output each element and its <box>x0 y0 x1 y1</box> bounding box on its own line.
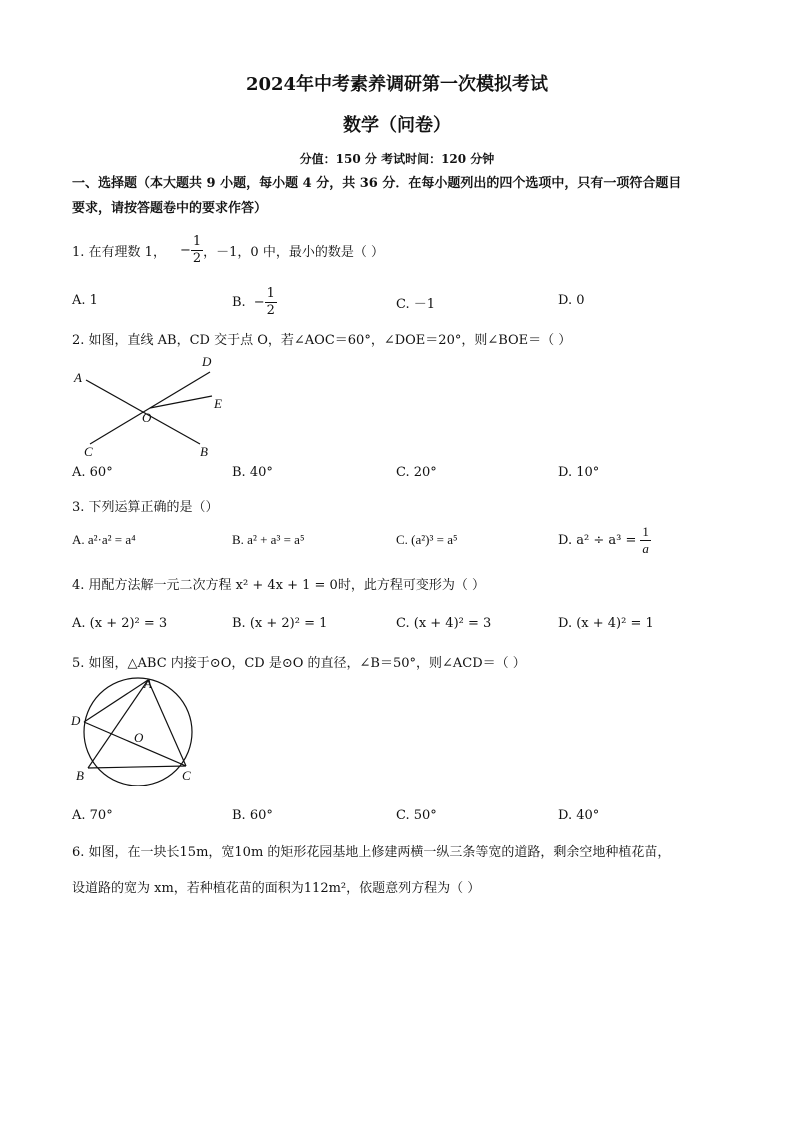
q1-option-b-label: B. <box>232 294 246 310</box>
q1-option-d[interactable]: D. 0 <box>558 293 585 308</box>
page-subtitle: 数学（问卷） <box>343 115 451 136</box>
q5-label-a: A <box>144 676 152 691</box>
q3-option-b[interactable]: B. a² + a³ = a⁵ <box>232 532 305 547</box>
q4-option-c[interactable]: C. (x + 4)² = 3 <box>396 616 492 631</box>
q1-frac-sign: − <box>179 242 191 258</box>
q2-label-e: E <box>214 396 222 411</box>
q3-option-a[interactable]: A. a²·a² = a⁴ <box>72 532 136 547</box>
q4-option-a[interactable]: A. (x + 2)² = 3 <box>72 616 168 631</box>
q3-option-d-fraction <box>640 524 651 557</box>
q3-option-d[interactable] <box>558 521 651 559</box>
q1-option-b[interactable] <box>232 284 277 320</box>
q5-option-c[interactable]: C. 50° <box>396 808 437 823</box>
question-6-line2: 设道路的宽为 xm，若种植花苗的面积为112m²，依题意列方程为（ ） <box>72 881 481 896</box>
q1-option-a[interactable]: A. 1 <box>72 293 98 308</box>
q1-stem-b: ，－1，0 中，最小的数是（ ） <box>203 244 384 260</box>
q3-option-c[interactable]: C. (a²)³ = a⁵ <box>396 532 458 547</box>
q1-option-b-sign: − <box>253 294 265 310</box>
q1-fraction <box>191 234 203 267</box>
section-heading-line1: 一、选择题（本大题共 9 小题，每小题 4 分，共 36 分．在每小题列出的四个选项中，只有一项符合题目 <box>72 176 682 191</box>
q5-label-c: C <box>182 768 191 783</box>
q1-option-b-fraction <box>265 286 277 319</box>
q2-label-b: B <box>200 444 208 458</box>
question-4-stem: 4. 用配方法解一元二次方程 x² + 4x + 1 = 0时，此方程可变形为（ ） <box>72 578 485 593</box>
q2-option-a[interactable]: A. 60° <box>72 465 113 480</box>
q5-side-ab <box>88 680 148 768</box>
q2-option-b[interactable]: B. 40° <box>232 465 273 480</box>
question-1-stem <box>72 228 384 272</box>
q5-figure <box>68 676 200 786</box>
q1-frac-den: 2 <box>192 250 202 266</box>
q3-option-d-num: 1 <box>642 523 649 539</box>
q5-side-bc <box>88 766 186 768</box>
section-heading-line2: 要求，请按答题卷中的要求作答） <box>72 201 268 216</box>
q1-option-b-den: 2 <box>266 302 275 318</box>
q3-option-d-label: D. a² ÷ a³ = <box>558 532 637 548</box>
q5-option-a[interactable]: A. 70° <box>72 808 113 823</box>
q5-label-o: O <box>134 730 144 745</box>
q5-side-ac <box>148 680 186 766</box>
q2-figure <box>70 352 240 458</box>
q5-label-b: B <box>76 768 84 783</box>
q2-label-d: D <box>202 354 212 369</box>
q4-option-b[interactable]: B. (x + 2)² = 1 <box>232 616 328 631</box>
q2-label-o: O <box>142 410 152 425</box>
q2-option-d[interactable]: D. 10° <box>558 465 600 480</box>
question-3-stem: 3. 下列运算正确的是（） <box>72 500 219 515</box>
q5-label-d: D <box>71 713 81 728</box>
q5-option-d[interactable]: D. 40° <box>558 808 600 823</box>
q1-stem-a: 1. 在有理数 1， <box>72 244 166 260</box>
q2-label-a: A <box>74 370 82 385</box>
q2-option-c[interactable]: C. 20° <box>396 465 437 480</box>
q2-label-c: C <box>84 444 93 458</box>
q5-option-b[interactable]: B. 60° <box>232 808 273 823</box>
q1-option-b-num: 1 <box>266 285 275 301</box>
question-2-stem: 2. 如图，直线 AB，CD 交于点 O，若∠AOC＝60°，∠DOE＝20°，则∠BOE＝（ ） <box>72 333 572 348</box>
q1-frac-num: 1 <box>192 233 202 249</box>
question-5-stem: 5. 如图，△ABC 内接于⊙O，CD 是⊙O 的直径，∠B＝50°，则∠ACD＝（ ） <box>72 656 526 671</box>
q4-option-d[interactable]: D. (x + 4)² = 1 <box>558 616 654 631</box>
q3-option-d-den: a <box>642 540 649 556</box>
page-title: 2024年中考素养调研第一次模拟考试 <box>245 74 549 95</box>
question-6-line1: 6. 如图，在一块长15m，宽10m 的矩形花园基地上修建两横一纵三条等宽的道路，剩余空地种植花苗， <box>72 845 671 860</box>
q1-option-c[interactable]: C. －1 <box>396 297 436 312</box>
score-info: 分值：150 分 考试时间：120 分钟 <box>299 152 495 166</box>
